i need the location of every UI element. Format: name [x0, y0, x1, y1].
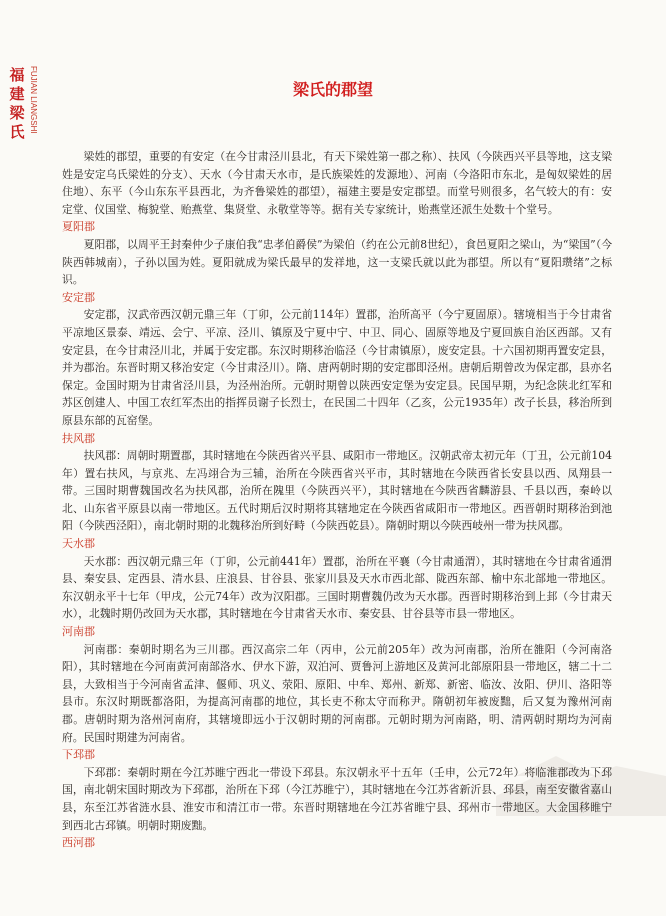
- section-paragraph: 夏阳郡，以周平王封秦仲少子康伯我“忠孝伯爵侯”为梁伯（约在公元前8世纪），食邑夏阳之梁山，为“梁国”（今陕西韩城南），子孙以国为姓。夏阳就成为梁氏最早的发祥地，这一支梁氏就以此为郡望。所以有“夏阳瓒绪”之标识。: [62, 237, 612, 287]
- side-title-char: 福: [9, 66, 25, 84]
- section-paragraph: 扶风郡：周朝时期置郡，其时辖地在今陕西省兴平县、咸阳市一带地区。汉朝武帝太初元年（丁丑，公元前104年）置右扶风，与京兆、左冯翊合为三辅，治所在今陕西省兴平市，其时辖地在今陕西省长安县以西、凤翔县一带。三国时期曹魏国改名为扶风郡，治所在隗里（今陕西兴平），其时辖地在今陕西省麟游县、千县以西，秦岭以北、山东省平原县以南一带地区。五代时期后汉时期将其辖地定在今陕西省咸阳市一带地区。西晋朝时期移治到池阳（今陕西泾阳），南北朝时期的北魏移治所到好畤（今陕西乾县）。隋朝时期以今陕西岐州一带为扶风郡。: [62, 449, 612, 533]
- side-title-char: 氏: [9, 123, 25, 141]
- section-heading: 下邳郡: [62, 748, 95, 762]
- section-paragraph: 河南郡：秦朝时期名为三川郡。西汉高宗二年（丙申，公元前205年）改为河南郡，治所在雒阳（今河南洛阳），其时辖地在今河南黄河南部洛水、伊水下游，双泊河、贾鲁河上游地区及黄河北部原阳县一带地区，辖二十二县，大致相当于今河南省孟津、偃师、巩义、荥阳、原阳、中牟、郑州、新郑、新密、临汝、汝阳、伊川、洛阳等县市。东汉时期既都洛阳，为提高河南郡的地位，其长吏不称太守而称尹。隋朝初年被废黜，后又复为豫州河南郡。唐朝时期为洛州河南府，其辖境即远小于汉朝时期的河南郡。元朝时期为河南路，明、清两朝时期均为河南府。民国时期建为河南省。: [62, 642, 612, 744]
- section-heading: 安定郡: [62, 290, 95, 304]
- section-heading: 河南郡: [62, 625, 95, 639]
- intro-paragraph: 梁姓的郡望，重要的有安定（在今甘肃泾川县北，有天下梁姓第一郡之称）、扶风（今陕西兴平县等地，这支梁姓是安定乌氏梁姓的分支）、天水（今甘肃天水市，是氏族梁姓的发源地）、河南（今洛阳市东北，是匈奴梁姓的居住地）、东平（今山东东平县西北，为齐鲁梁姓的郡望），福建主要是安定郡望。而堂号则很多，名气较大的有：安定堂、仪国堂、梅貌堂、贻燕堂、集贤堂、永敬堂等等。据有关专家统计，贻燕堂还派生处数十个堂号。: [62, 150, 612, 216]
- section-paragraph: 天水郡：西汉朝元鼎三年（丁卯，公元前441年）置郡，治所在平襄（今甘肃通渭），其时辖地在今甘肃省通渭县、秦安县、定西县、清水县、庄浪县、甘谷县、张家川县及天水市西北部、陇西东部、榆中东北部地一带地区。东汉朝永平十七年（甲戌，公元74年）改为汉阳郡。三国时期曹魏仍改为天水郡。西晋时期移治到上邽（今甘肃天水），北魏时期仍改回为天水郡，其时辖地在今甘肃省天水市、秦安县、甘谷县等市县一带地区。: [62, 554, 612, 621]
- side-title-char: 建: [9, 85, 25, 103]
- page-title: 梁氏的郡望: [292, 80, 373, 99]
- side-subtitle: FUJIAN LIANGSHI: [29, 66, 38, 134]
- section-paragraph: 安定郡，汉武帝西汉朝元鼎三年（丁卯，公元前114年）置郡，治所高平（今宁夏固原）。辖境相当于今甘肃省平凉地区景泰、靖远、会宁、平凉、泾川、镇原及宁夏中宁、中卫、同心、固原等地及宁夏回族自治区西部。又有安定县，在今甘肃泾川北，并属于安定郡。东汉时期移治临泾（今甘肃镇原），废安定县。十六国初期再置安定县，并为郡治。东晋时期又移治安定（今甘肃泾川）。隋、唐两朝时期的安定郡即泾州。唐朝后期曾改为保定郡，县亦名保定。金国时期为甘肃省泾川县，为泾州治所。元朝时期曾以陕西安定堡为安定县。民国早期，为纪念陕北红军和苏区创建人、中国工农红军杰出的指挥员谢子长烈士，在民国二十四年（乙亥，公元1935年）改子长县，移治所到原县东部的瓦窑堡。: [62, 308, 612, 427]
- article-body: [62, 148, 612, 852]
- section-heading: 扶风郡: [62, 431, 95, 445]
- section-paragraph: 下邳郡：秦朝时期在今江苏睢宁西北一带设下邳县。东汉朝永平十五年（壬申，公元72年）将临淮郡改为下邳国，南北朝宋国时期改为下邳郡，治所在下邳（今江苏睢宁），其时辖地在今江苏省新沂县、邳县，南至安徽省嘉山县，东至江苏省涟水县、淮安市和清江市一带。东晋时期辖地在今江苏省睢宁县、邳州市一带地区。大金国移睢宁到西北古邳镇。明朝时期废黜。: [62, 765, 612, 832]
- section-heading: 天水郡: [62, 537, 95, 551]
- section-heading: 夏阳郡: [62, 220, 95, 234]
- side-title-char: 梁: [9, 104, 25, 122]
- section-heading: 西河郡: [62, 836, 95, 850]
